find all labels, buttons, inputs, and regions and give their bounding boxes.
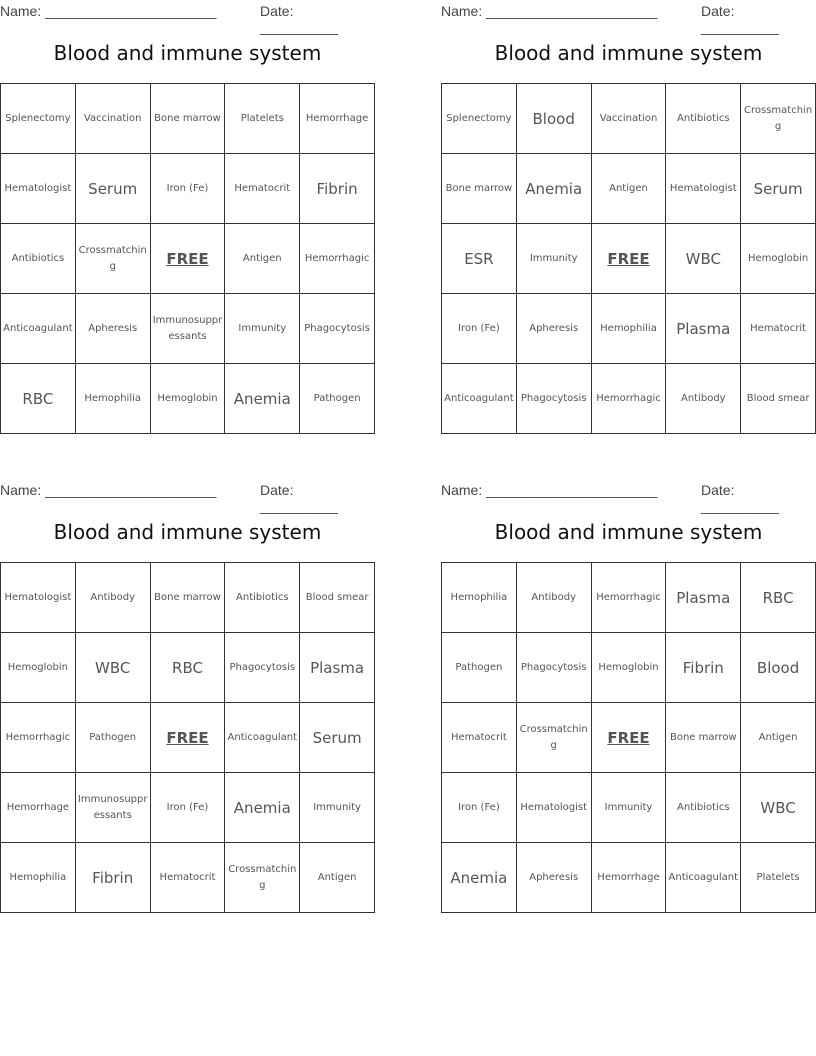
bingo-cell: Antibiotics <box>666 773 741 843</box>
bingo-cell: Hemophilia <box>442 563 517 633</box>
bingo-cell: Hematologist <box>666 154 741 224</box>
bingo-cell: Hemophilia <box>1 843 76 913</box>
bingo-cell: Antibody <box>666 364 741 434</box>
bingo-cell: ESR <box>442 224 517 294</box>
date-line: Date: __________ <box>260 3 338 35</box>
bingo-cell: Splenectomy <box>1 84 76 154</box>
bingo-cell: Crossmatching <box>225 843 300 913</box>
bingo-card <box>441 0 816 434</box>
bingo-row <box>442 703 816 773</box>
bingo-row <box>442 773 816 843</box>
bingo-cell: Immunity <box>300 773 375 843</box>
bingo-cell: Anemia <box>225 364 300 434</box>
bingo-cell: Hematologist <box>1 563 76 633</box>
bingo-cell: Anticoagulant <box>225 703 300 773</box>
bingo-row <box>442 224 816 294</box>
bingo-card <box>0 479 375 913</box>
bingo-cell: Hematocrit <box>225 154 300 224</box>
card-title: Blood and immune system <box>53 520 322 544</box>
bingo-cell: Antibiotics <box>666 84 741 154</box>
bingo-row <box>442 843 816 913</box>
bingo-cell: Hemorrhagic <box>591 364 666 434</box>
bingo-cell: Hemorrhagic <box>1 703 76 773</box>
bingo-cell: Antigen <box>591 154 666 224</box>
date-line: Date: __________ <box>701 3 779 35</box>
bingo-cell: RBC <box>150 633 225 703</box>
bingo-cell: Bone marrow <box>442 154 517 224</box>
bingo-row <box>442 633 816 703</box>
bingo-cell: Crossmatching <box>741 84 816 154</box>
bingo-cell: Hemorrhagic <box>591 563 666 633</box>
bingo-cell: RBC <box>741 563 816 633</box>
card-header <box>0 482 375 514</box>
bingo-cell: Hematocrit <box>442 703 517 773</box>
bingo-cell: Antibody <box>516 563 591 633</box>
date-line: Date: __________ <box>260 482 338 514</box>
bingo-cell: Hemorrhage <box>1 773 76 843</box>
name-line: Name: ______________________ <box>441 3 658 19</box>
bingo-cell: Platelets <box>741 843 816 913</box>
bingo-cell: Immunity <box>225 294 300 364</box>
bingo-cell: Immunity <box>516 224 591 294</box>
bingo-cell: Phagocytosis <box>516 633 591 703</box>
bingo-cell: Anticoagulant <box>1 294 76 364</box>
bingo-cell: Iron (Fe) <box>150 154 225 224</box>
bingo-cell: Anemia <box>516 154 591 224</box>
bingo-cell: Hemoglobin <box>591 633 666 703</box>
bingo-cell: Serum <box>75 154 150 224</box>
bingo-row <box>1 843 375 913</box>
bingo-cell: Hemoglobin <box>150 364 225 434</box>
bingo-cell: Hematologist <box>516 773 591 843</box>
bingo-cell: Immunosuppressants <box>150 294 225 364</box>
card-header <box>441 482 816 514</box>
bingo-cell: Phagocytosis <box>516 364 591 434</box>
bingo-cell: Hemorrhagic <box>300 224 375 294</box>
bingo-cell: WBC <box>666 224 741 294</box>
bingo-cell: Hemorrhage <box>591 843 666 913</box>
bingo-cell: Hematologist <box>1 154 76 224</box>
bingo-row <box>1 224 375 294</box>
bingo-cell: Anemia <box>442 843 517 913</box>
bingo-cell: Anticoagulant <box>666 843 741 913</box>
bingo-cell: Immunosuppressants <box>75 773 150 843</box>
bingo-cell: Crossmatching <box>516 703 591 773</box>
bingo-cell: WBC <box>741 773 816 843</box>
bingo-cell: Serum <box>300 703 375 773</box>
bingo-row <box>442 154 816 224</box>
bingo-cell: Immunity <box>591 773 666 843</box>
name-line: Name: ______________________ <box>0 3 217 19</box>
bingo-cell: Blood smear <box>741 364 816 434</box>
bingo-cell: Blood smear <box>300 563 375 633</box>
bingo-row <box>1 364 375 434</box>
bingo-cell: Iron (Fe) <box>442 773 517 843</box>
bingo-grid <box>0 562 375 913</box>
bingo-cell: Antigen <box>300 843 375 913</box>
bingo-cell: Iron (Fe) <box>150 773 225 843</box>
bingo-cell: Blood <box>516 84 591 154</box>
bingo-cell: Phagocytosis <box>225 633 300 703</box>
bingo-cell: Splenectomy <box>442 84 517 154</box>
bingo-cell: Plasma <box>300 633 375 703</box>
bingo-row <box>1 84 375 154</box>
name-line: Name: ______________________ <box>441 482 658 498</box>
bingo-cell: Pathogen <box>442 633 517 703</box>
bingo-row <box>442 563 816 633</box>
bingo-row <box>1 563 375 633</box>
bingo-row <box>1 703 375 773</box>
bingo-cell: Antigen <box>741 703 816 773</box>
bingo-cell: Vaccination <box>75 84 150 154</box>
bingo-cell: Antibiotics <box>1 224 76 294</box>
bingo-card <box>0 0 375 434</box>
card-header <box>0 3 375 35</box>
free-space: FREE <box>591 224 666 294</box>
bingo-cell: Pathogen <box>300 364 375 434</box>
bingo-cell: Antigen <box>225 224 300 294</box>
bingo-cell: Bone marrow <box>666 703 741 773</box>
bingo-cell: Hemoglobin <box>741 224 816 294</box>
bingo-row <box>1 154 375 224</box>
card-title: Blood and immune system <box>494 41 763 65</box>
bingo-cell: Crossmatching <box>75 224 150 294</box>
free-space: FREE <box>591 703 666 773</box>
bingo-cell: Hemoglobin <box>1 633 76 703</box>
bingo-cell: Pathogen <box>75 703 150 773</box>
bingo-cell: Anemia <box>225 773 300 843</box>
bingo-row <box>442 294 816 364</box>
bingo-row <box>1 294 375 364</box>
bingo-cell: Hemorrhage <box>300 84 375 154</box>
bingo-cell: Apheresis <box>516 294 591 364</box>
bingo-card <box>441 479 816 913</box>
bingo-cell: Apheresis <box>516 843 591 913</box>
bingo-cell: Serum <box>741 154 816 224</box>
bingo-grid <box>441 562 816 913</box>
bingo-cell: Phagocytosis <box>300 294 375 364</box>
bingo-cell: Plasma <box>666 294 741 364</box>
bingo-row <box>442 364 816 434</box>
card-header <box>441 3 816 35</box>
bingo-cell: Antibiotics <box>225 563 300 633</box>
bingo-cell: Fibrin <box>75 843 150 913</box>
bingo-row <box>1 633 375 703</box>
bingo-cell: Iron (Fe) <box>442 294 517 364</box>
name-line: Name: ______________________ <box>0 482 217 498</box>
bingo-grid <box>441 83 816 434</box>
card-title: Blood and immune system <box>494 520 763 544</box>
bingo-cell: Hemophilia <box>75 364 150 434</box>
free-space: FREE <box>150 703 225 773</box>
bingo-cell: Anticoagulant <box>442 364 517 434</box>
bingo-row <box>442 84 816 154</box>
bingo-cell: Bone marrow <box>150 563 225 633</box>
bingo-cell: Hemophilia <box>591 294 666 364</box>
bingo-cell: Blood <box>741 633 816 703</box>
date-line: Date: __________ <box>701 482 779 514</box>
bingo-cell: Platelets <box>225 84 300 154</box>
bingo-cell: Fibrin <box>300 154 375 224</box>
bingo-cell: Apheresis <box>75 294 150 364</box>
bingo-cell: Plasma <box>666 563 741 633</box>
bingo-cell: Bone marrow <box>150 84 225 154</box>
bingo-cell: Antibody <box>75 563 150 633</box>
free-space: FREE <box>150 224 225 294</box>
bingo-grid <box>0 83 375 434</box>
bingo-cell: RBC <box>1 364 76 434</box>
bingo-cell: Hematocrit <box>150 843 225 913</box>
card-title: Blood and immune system <box>53 41 322 65</box>
bingo-row <box>1 773 375 843</box>
bingo-cell: Hematocrit <box>741 294 816 364</box>
bingo-cell: Vaccination <box>591 84 666 154</box>
bingo-cell: WBC <box>75 633 150 703</box>
bingo-cell: Fibrin <box>666 633 741 703</box>
